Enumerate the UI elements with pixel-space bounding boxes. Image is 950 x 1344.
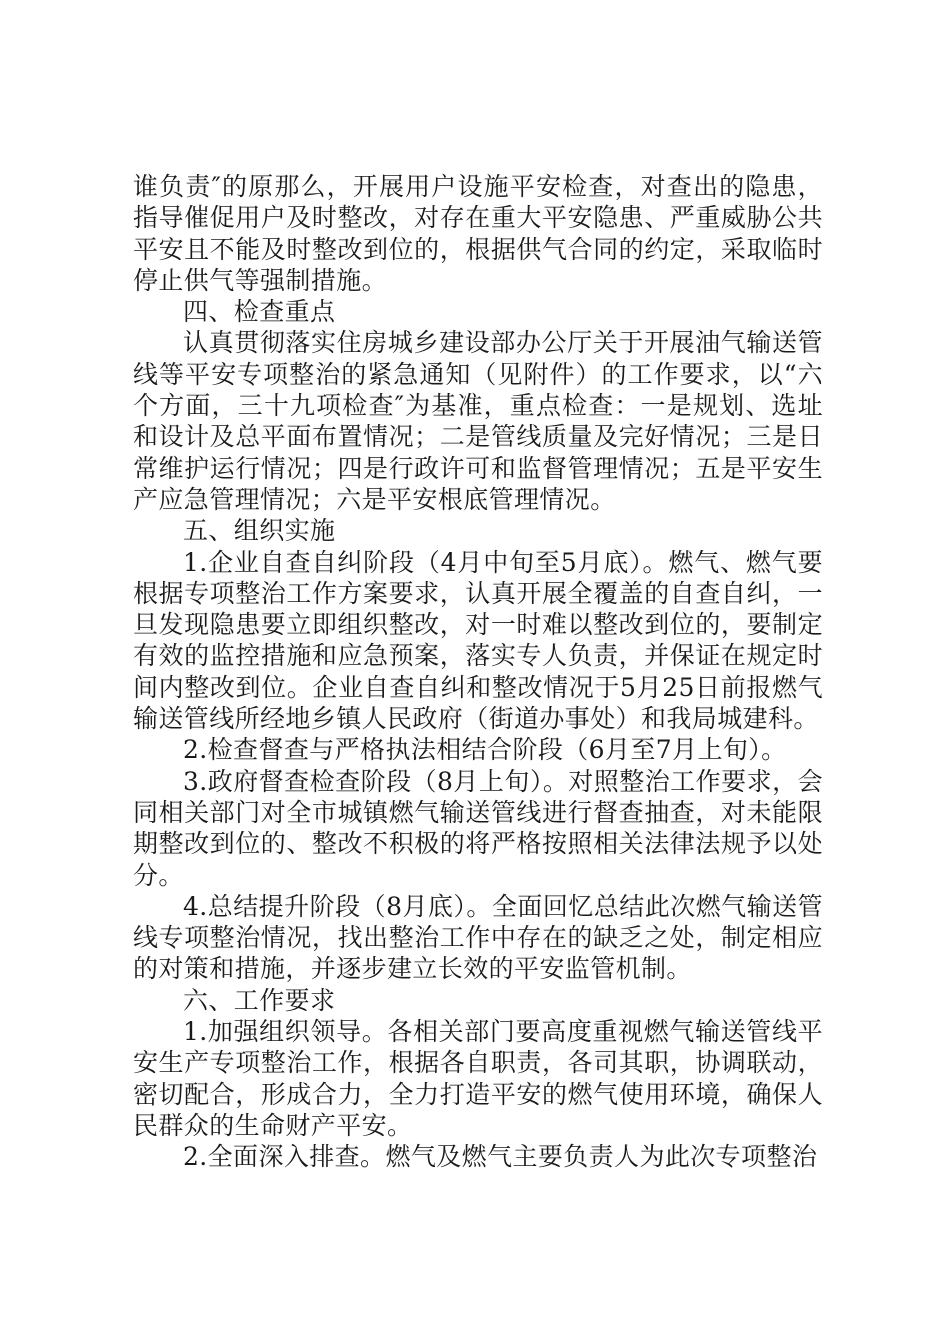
section-heading-inspection-focus: 四、检查重点	[183, 297, 336, 327]
paragraph-inspection-focus: 认真贯彻落实住房城乡建设部办公厅关于开展油气输送管线等平安专项整治的紧急通知（见附件）的工作要求，以“六个方面，三十九项检查″为基准，重点检查：一是规划、选址和设计及总平面布置情况；二是管线质量及完好情况；三是日常维护运行情况；四是行政许可和监督管理情况；五是平安生产应急管理情况；六是平安根底管理情况。	[133, 328, 823, 514]
paragraph-stage-2: 2.检查督查与严格执法相结合阶段（6月至7月上旬）。	[183, 735, 787, 765]
paragraph-stage-3: 3.政府督查检查阶段（8月上旬）。对照整治工作要求，会同相关部门对全市城镇燃气输送管线进行督查抽查，对未能限期整改到位的、整改不积极的将严格按照相关法律法规予以处分。	[133, 766, 823, 890]
section-heading-organization: 五、组织实施	[183, 516, 336, 546]
paragraph-stage-1: 1.企业自查自纠阶段（4月中旬至5月底）。燃气、燃气要根据专项整治工作方案要求，认真开展全覆盖的自查自纠，一旦发现隐患要立即组织整改，对一时难以整改到位的，要制定有效的监控措施和应急预案，落实专人负责，并保证在规定时间内整改到位。企业自查自纠和整改情况于5月25日前报燃气输送管线所经地乡镇人民政府（街道办事处）和我局城建科。	[133, 547, 823, 734]
paragraph-stage-4: 4.总结提升阶段（8月底）。全面回忆总结此次燃气输送管线专项整治情况，找出整治工作中存在的缺乏之处，制定相应的对策和措施，并逐步建立长效的平安监管机制。	[133, 891, 823, 984]
document-page	[133, 171, 823, 1173]
paragraph-requirement-1: 1.加强组织领导。各相关部门要高度重视燃气输送管线平安生产专项整治工作，根据各自职责，各司其职，协调联动，密切配合，形成合力，全力打造平安的燃气使用环境，确保人民群众的生命财产平安。	[133, 1017, 823, 1140]
paragraph-requirement-2: 2.全面深入排查。燃气及燃气主要负责人为此次专项整治	[183, 1142, 818, 1172]
paragraph-continuation: 谁负责″的原那么，开展用户设施平安检查，对查出的隐患，指导催促用户及时整改，对存在重大平安隐患、严重威胁公共平安且不能及时整改到位的，根据供气合同的约定，采取临时停止供气等强制措施。	[133, 172, 823, 295]
section-heading-work-requirements: 六、工作要求	[183, 985, 336, 1015]
